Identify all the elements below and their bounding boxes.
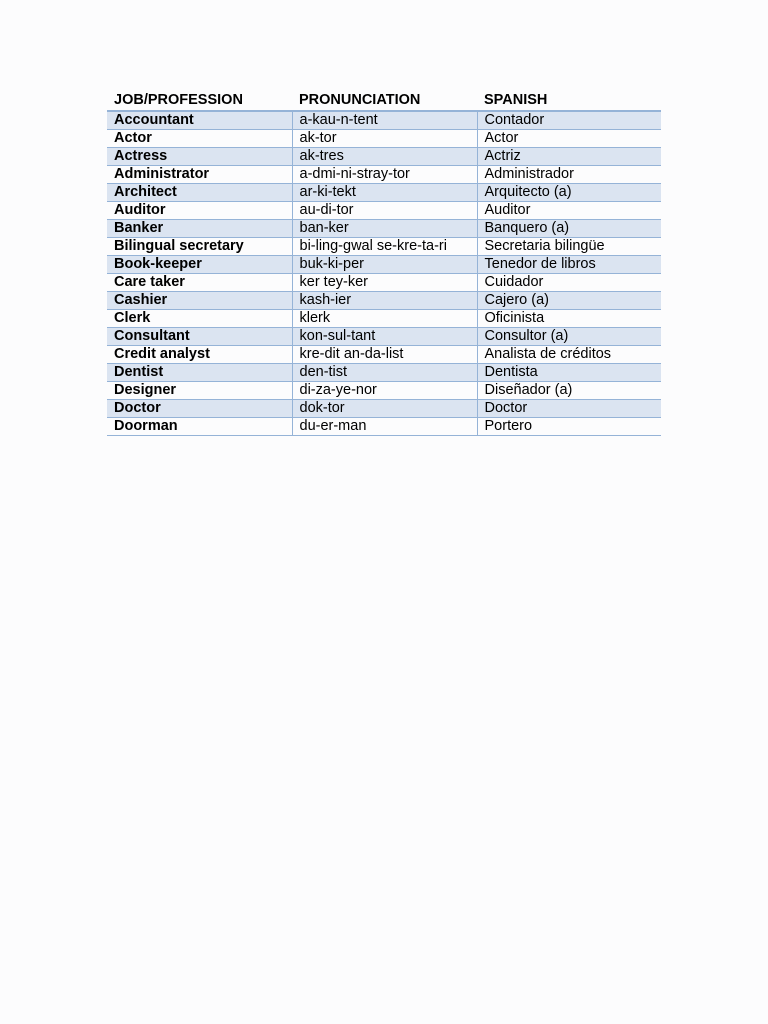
- cell-spanish: Oficinista: [477, 310, 661, 328]
- cell-job: Designer: [107, 382, 292, 400]
- cell-pronunciation: ak-tor: [292, 130, 477, 148]
- cell-job: Book-keeper: [107, 256, 292, 274]
- cell-pronunciation: kon-sul-tant: [292, 328, 477, 346]
- cell-pronunciation: buk-ki-per: [292, 256, 477, 274]
- cell-job: Administrator: [107, 166, 292, 184]
- profession-vocabulary-table: [107, 90, 661, 436]
- cell-spanish: Doctor: [477, 400, 661, 418]
- cell-job: Cashier: [107, 292, 292, 310]
- cell-pronunciation: ar-ki-tekt: [292, 184, 477, 202]
- table-row: [107, 418, 661, 436]
- cell-spanish: Actriz: [477, 148, 661, 166]
- cell-spanish: Dentista: [477, 364, 661, 382]
- cell-job: Bilingual secretary: [107, 238, 292, 256]
- cell-job: Clerk: [107, 310, 292, 328]
- cell-job: Banker: [107, 220, 292, 238]
- cell-spanish: Cuidador: [477, 274, 661, 292]
- cell-spanish: Secretaria bilingüe: [477, 238, 661, 256]
- cell-spanish: Contador: [477, 111, 661, 130]
- cell-pronunciation: kash-ier: [292, 292, 477, 310]
- table-row: [107, 220, 661, 238]
- table-row: [107, 310, 661, 328]
- cell-spanish: Actor: [477, 130, 661, 148]
- cell-job: Architect: [107, 184, 292, 202]
- cell-spanish: Cajero (a): [477, 292, 661, 310]
- cell-job: Dentist: [107, 364, 292, 382]
- table-row: [107, 292, 661, 310]
- table-row: [107, 148, 661, 166]
- cell-pronunciation: du-er-man: [292, 418, 477, 436]
- header-job: JOB/PROFESSION: [107, 90, 292, 111]
- cell-spanish: Analista de créditos: [477, 346, 661, 364]
- cell-spanish: Consultor (a): [477, 328, 661, 346]
- cell-spanish: Administrador: [477, 166, 661, 184]
- table-row: [107, 256, 661, 274]
- cell-pronunciation: kre-dit an-da-list: [292, 346, 477, 364]
- cell-pronunciation: ak-tres: [292, 148, 477, 166]
- header-spanish: SPANISH: [477, 90, 661, 111]
- cell-spanish: Auditor: [477, 202, 661, 220]
- cell-job: Consultant: [107, 328, 292, 346]
- cell-pronunciation: den-tist: [292, 364, 477, 382]
- cell-job: Care taker: [107, 274, 292, 292]
- cell-job: Doorman: [107, 418, 292, 436]
- cell-job: Actress: [107, 148, 292, 166]
- cell-pronunciation: bi-ling-gwal se-kre-ta-ri: [292, 238, 477, 256]
- table-row: [107, 238, 661, 256]
- table-row: [107, 364, 661, 382]
- cell-job: Actor: [107, 130, 292, 148]
- table-row: [107, 274, 661, 292]
- table-row: [107, 328, 661, 346]
- table-row: [107, 166, 661, 184]
- cell-job: Accountant: [107, 111, 292, 130]
- table-row: [107, 382, 661, 400]
- table-body: [107, 111, 661, 436]
- cell-spanish: Banquero (a): [477, 220, 661, 238]
- cell-job: Auditor: [107, 202, 292, 220]
- header-row: [107, 90, 661, 111]
- cell-job: Doctor: [107, 400, 292, 418]
- cell-pronunciation: dok-tor: [292, 400, 477, 418]
- cell-spanish: Diseñador (a): [477, 382, 661, 400]
- cell-job: Credit analyst: [107, 346, 292, 364]
- table-row: [107, 130, 661, 148]
- cell-pronunciation: a-dmi-ni-stray-tor: [292, 166, 477, 184]
- table-header: [107, 90, 661, 111]
- table-row: [107, 111, 661, 130]
- cell-spanish: Arquitecto (a): [477, 184, 661, 202]
- cell-pronunciation: ban-ker: [292, 220, 477, 238]
- cell-spanish: Portero: [477, 418, 661, 436]
- cell-pronunciation: a-kau-n-tent: [292, 111, 477, 130]
- table-row: [107, 184, 661, 202]
- table-row: [107, 202, 661, 220]
- cell-pronunciation: au-di-tor: [292, 202, 477, 220]
- cell-pronunciation: klerk: [292, 310, 477, 328]
- cell-pronunciation: ker tey-ker: [292, 274, 477, 292]
- header-pronunciation: PRONUNCIATION: [292, 90, 477, 111]
- cell-pronunciation: di-za-ye-nor: [292, 382, 477, 400]
- cell-spanish: Tenedor de libros: [477, 256, 661, 274]
- table-row: [107, 400, 661, 418]
- table-row: [107, 346, 661, 364]
